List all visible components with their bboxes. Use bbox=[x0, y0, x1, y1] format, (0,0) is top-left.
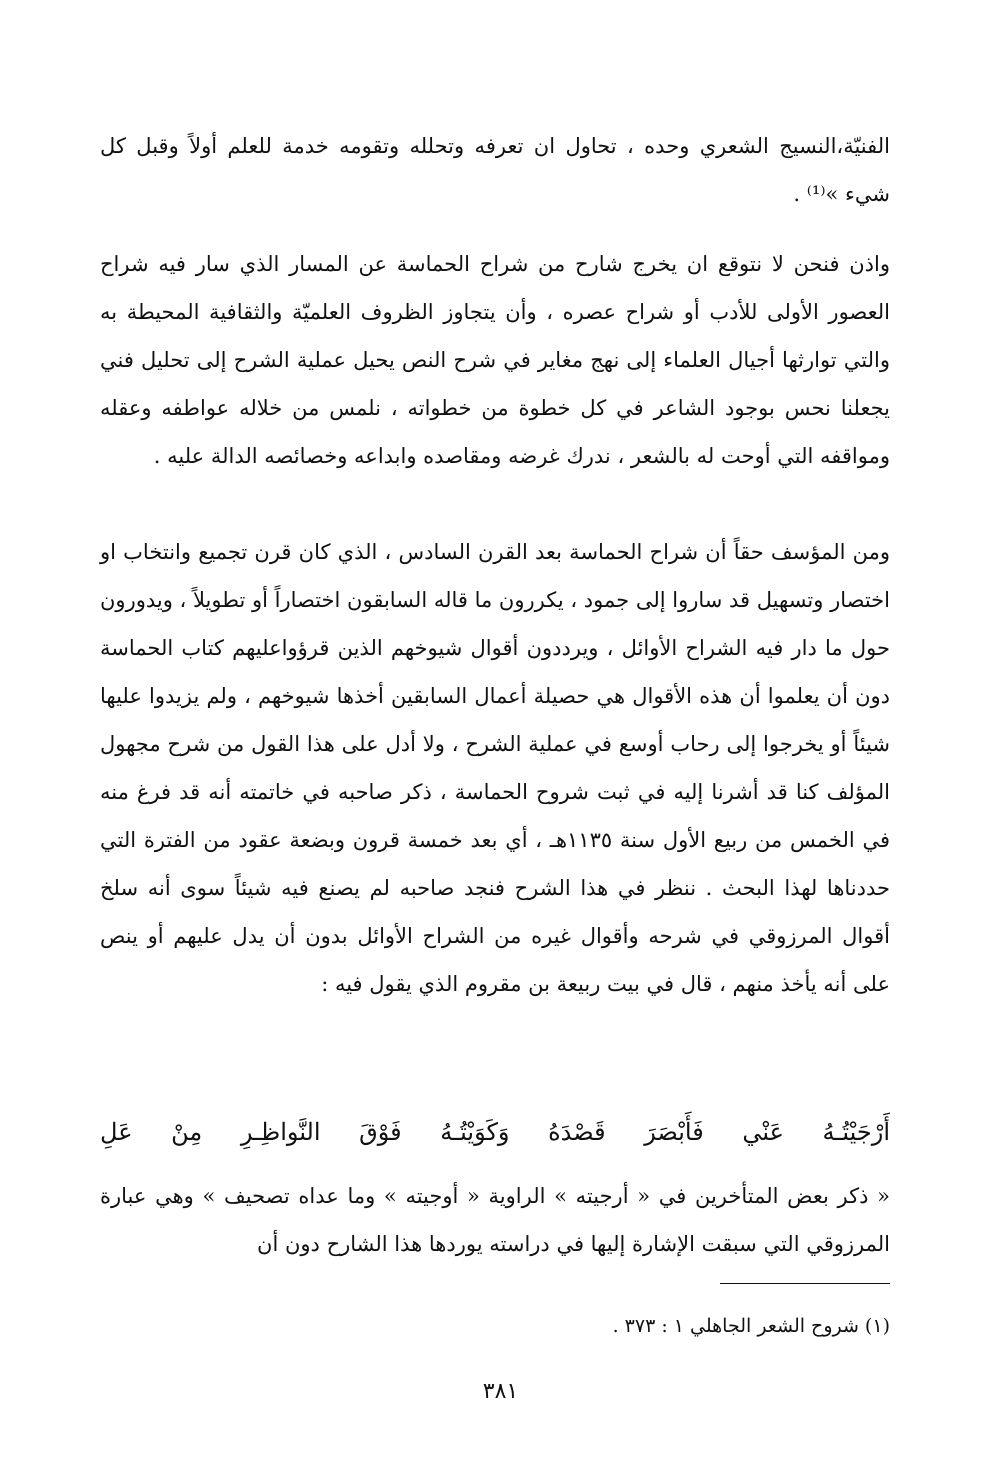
paragraph-text: ومن المؤسف حقاً أن شراح الحماسة بعد القرن السادس ، الذي كان قرن تجميع وانتخاب او اختصار وتسهيل قد ساروا إلى جمود ، يكررون ما قاله السابقون اختصاراً أو تطويلاً ، ويدورون حول ما دار فيه الشراح الأوائل ، ويرددون أقوال شيوخهم الذين قرؤواعليهم كتاب الحماسة دون أن يعلموا أن هذه الأقوال هي حصيلة أعمال السابقين أخذها شيوخهم ، ولم يزيدوا عليها شيئاً أو يخرجوا إلى رحاب أوسع في عملية الشرح ، ولا أدل على هذا القول من شرح مجهول المؤلف كنا قد أشرنا إليه في ثبت شروح الحماسة ، ذكر صاحبه في خاتمته أنه قد فرغ منه في الخمس من ربيع الأول سنة ١١٣٥هـ ، أي بعد خمسة قرون وبضعة عقود من الفترة التي حددناها لهذا البحث . ننظر في هذا الشرح فنجد صاحبه لم يصنع فيه شيئاً سوى أنه سلخ أقوال المرزوقي في شرحه وأقوال غيره من الشراح الأوائل بدون أن يدل عليهم أو ينص على أنه يأخذ منهم ، قال في بيت ربيعة بن مقروم الذي يقول فيه : bbox=[100, 540, 890, 996]
paragraph-text: الفنيّة،النسيج الشعري وحده ، تحاول ان تعرفه وتحلله وتقومه خدمة للعلم أولاً وقبل كل شيء »⁽¹⁾ . bbox=[100, 134, 890, 206]
footnote-divider bbox=[720, 1283, 890, 1284]
verse-word: قَصْدَهُ bbox=[548, 1118, 606, 1146]
verse-word: عَنْي bbox=[742, 1118, 784, 1146]
paragraph-text: « ذكر بعض المتأخرين في « أرجيته » الراوية « أوجيته » وما عداه تصحيف » وهي عبارة المرزوقي التي سبقت الإشارة إليها في دراسته يوردها هذا الشارح دون أن bbox=[100, 1184, 890, 1256]
verse-word: فَأَبْصَرَ bbox=[644, 1118, 704, 1146]
paragraph-quote-end bbox=[100, 122, 890, 218]
verse-word: النَّواظِـرِ bbox=[240, 1118, 321, 1146]
paragraph-text: واذن فنحن لا نتوقع ان يخرج شارح من شراح الحماسة عن المسار الذي سار فيه شراح العصور الأولى للأدب أو شراح عصره ، وأن يتجاوز الظروف العلميّة والثقافية المحيطة به والتي توارثها أجيال العلماء إلى نهج مغاير في شرح النص يحيل عملية الشرح إلى تحليل فني يجعلنا نحس بوجود الشاعر في كل خطوة من خطواته ، نلمس من خلاله عواطفه وعقله ومواقفه التي أوحت له بالشعر ، ندرك غرضه ومقاصده وابداعه وخصائصه الدالة عليه . bbox=[100, 252, 890, 468]
page-number: ٣٨١ bbox=[482, 1379, 519, 1404]
verse-word: فَوْقَ bbox=[359, 1118, 402, 1146]
verse-word: وَكَوَيْتُـهُ bbox=[440, 1118, 510, 1146]
verse-word: أَرْجَيْتُـهُ bbox=[822, 1118, 890, 1146]
verse-word: عَلِ bbox=[100, 1118, 133, 1146]
verse-word: مِنْ bbox=[171, 1118, 203, 1146]
paragraph-hamasa-commentators bbox=[100, 240, 890, 480]
footnote: (١) شروح الشعر الجاهلي ١ : ٣٧٣ . bbox=[612, 1315, 890, 1337]
poetry-verse bbox=[100, 1110, 890, 1154]
paragraph-later-commentators bbox=[100, 528, 890, 1008]
paragraph-commentary bbox=[100, 1172, 890, 1268]
